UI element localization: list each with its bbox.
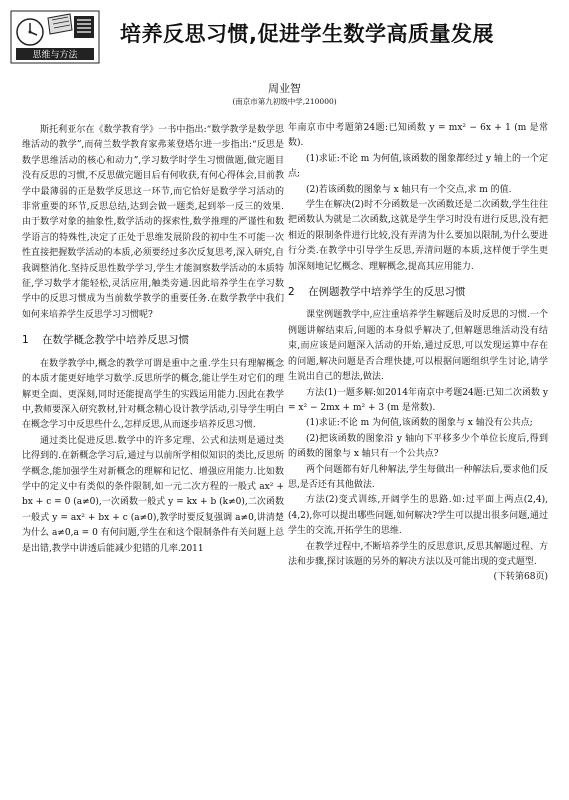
paragraph: 通过类比促进反思.数学中的许多定理、公式和法则是通过类比得到的.在新概念学习后,通过与以前所学相似知识的类比,反思所学概念,能加强学生对新概念的理解和记忆、增强应用能力.比如数学中的定义中有类似的条件限制,如一元二次方程的一般式 ax² + bx + c = 0 (a≠0),一次函数一般式 y = kx + b (k≠0),二次函数一般式 y = ax² + bx + c (a≠0),教学时要反复强调 a≠0,讲清楚为什么 a≠0,a = 0 有何问题,学生在和这个限制条件有关问题上总是出错,教学中讲透后能减少犯错的几率.2011 xyxy=(22,435,284,554)
question-item: (1)求证:不论 m 为何值,该函数的图象都经过 y 轴上的一个定点; xyxy=(288,153,548,180)
paragraph-continued: 年南京市中考题第24题:已知函数 y = mx² − 6x + 1 (m 是常数). xyxy=(288,123,548,149)
paragraph: 在教学过程中,不断培养学生的反思意识,反思其解题过程、方法和步骤,探讨该题的另外的解决方法以及可能出现的变式题型. xyxy=(288,541,548,567)
question-item: (1)求证:不论 m 为何值,该函数的图象与 x 轴没有公共点; xyxy=(306,418,533,429)
paragraph: 课堂例题教学中,应注重培养学生解题后及时反思的习惯.一个例题讲解结束后,问题的本身似乎解决了,但解题思维活动没有结束,而应该是问题深入活动的开始,通过反思,可以发现运算中存在的问题,解决问题是否合理快捷,可以根据问题组织学生讨论,请学生说出自己的想法,做法. xyxy=(288,310,548,383)
continued-note: (下转第68页) xyxy=(493,572,548,583)
column-logo-icon xyxy=(10,10,100,64)
author-affiliation: (南京市第九初级中学,210000) xyxy=(232,97,337,106)
logo-label: 思维与方法 xyxy=(32,50,78,61)
section-number: 1 xyxy=(22,334,29,347)
author-name: 周业智 xyxy=(268,82,301,95)
article-title: 培养反思习惯,促进学生数学高质量发展 xyxy=(120,22,494,46)
paragraph: 两个问题都有好几种解法,学生每做出一种解法后,要求他们反思,是否还有其他做法. xyxy=(288,464,548,490)
paragraph: 方法(2)变式训练,开阔学生的思路.如:过平面上两点(2,4),(4,2),你可以提出哪些问题,如何解决?学生可以提出很多问题,通过学生的交流,开拓学生的思维. xyxy=(288,495,548,537)
question-item: (2)把该函数的图象沿 y 轴向下平移多少个单位长度后,得到的函数的图象与 x 轴只有一个公共点? xyxy=(288,433,548,460)
paragraph: 学生在解决(2)时不分函数是一次函数还是二次函数,学生往往把函数认为就是二次函数,这就是学生学习时没有进行反思,没有把相近的限制条件进行比较,没有弄清为什么要加以限制,为什么要进行分类.在教学中引导学生反思,弄清问题的本质,这样便于学生更加深刻地记忆概念、理解概念,提高其应用能力. xyxy=(288,200,548,272)
section-title: 在数学概念教学中培养反思习惯 xyxy=(42,334,189,347)
paragraph: 方法(1)一题多解:如2014年南京中考题24题:已知二次函数 y = x² − 2mx + m² + 3 (m 是常数). xyxy=(288,387,548,413)
right-column xyxy=(288,121,548,586)
section-heading-2 xyxy=(288,285,548,300)
section-number: 2 xyxy=(288,286,295,299)
question-item: (2)若该函数的图象与 x 轴只有一个交点,求 m 的值. xyxy=(306,184,512,195)
section-heading-1 xyxy=(22,333,284,348)
paragraph: 在数学教学中,概念的教学可谓是重中之重.学生只有理解概念的本质才能更好地学习数学.反思所学的概念,能让学生对它们的理解更全面、更深刻,同时还能提高学生的实践运用能力.因此在教学中,教师要深入研究教材,针对概念精心设计教学活动,引导学生明白在概念学习中反思些什么,怎样反思,从而逐步培养反思习惯. xyxy=(22,358,284,431)
intro-paragraph: 斯托利亚尔在《数学教育学》一书中指出:“数学教学是数学思维活动的教学”,而荷兰数学教育家弗莱登塔尔进一步指出:“反思是数学思维活动的核心和动力”,学习数学时学生习惯做题,做完题目没有反思的习惯,不反思做完题目后有何收获,有何心得体会,目前教学中最薄弱的正是数学反思这一环节,而它恰好是数学学习活动的非常重要的环节,反思总结,达到会做一题类,起到举一反三的效果.由于数学对象的抽象性,数学活动的探索性,数学推理的严谨性和数学语言的特殊性,决定了正处于思维发展阶段的初中生不可能一次性直接把握数学活动的本质,必须要经过多次反复思考,深入研究,自我调整消化.坚持反思性数学学习,学生才能洞察数学活动的本质特征,学习数学才能轻松,灵活应用,触类旁通.因此培养学生在学习数学中的反思习惯成为当前数学教学的重要任务.在数学教学中我们如何来培养学生反思学习习惯呢? xyxy=(22,125,284,320)
section-title: 在例题教学中培养学生的反思习惯 xyxy=(308,286,466,299)
left-column xyxy=(22,123,284,557)
